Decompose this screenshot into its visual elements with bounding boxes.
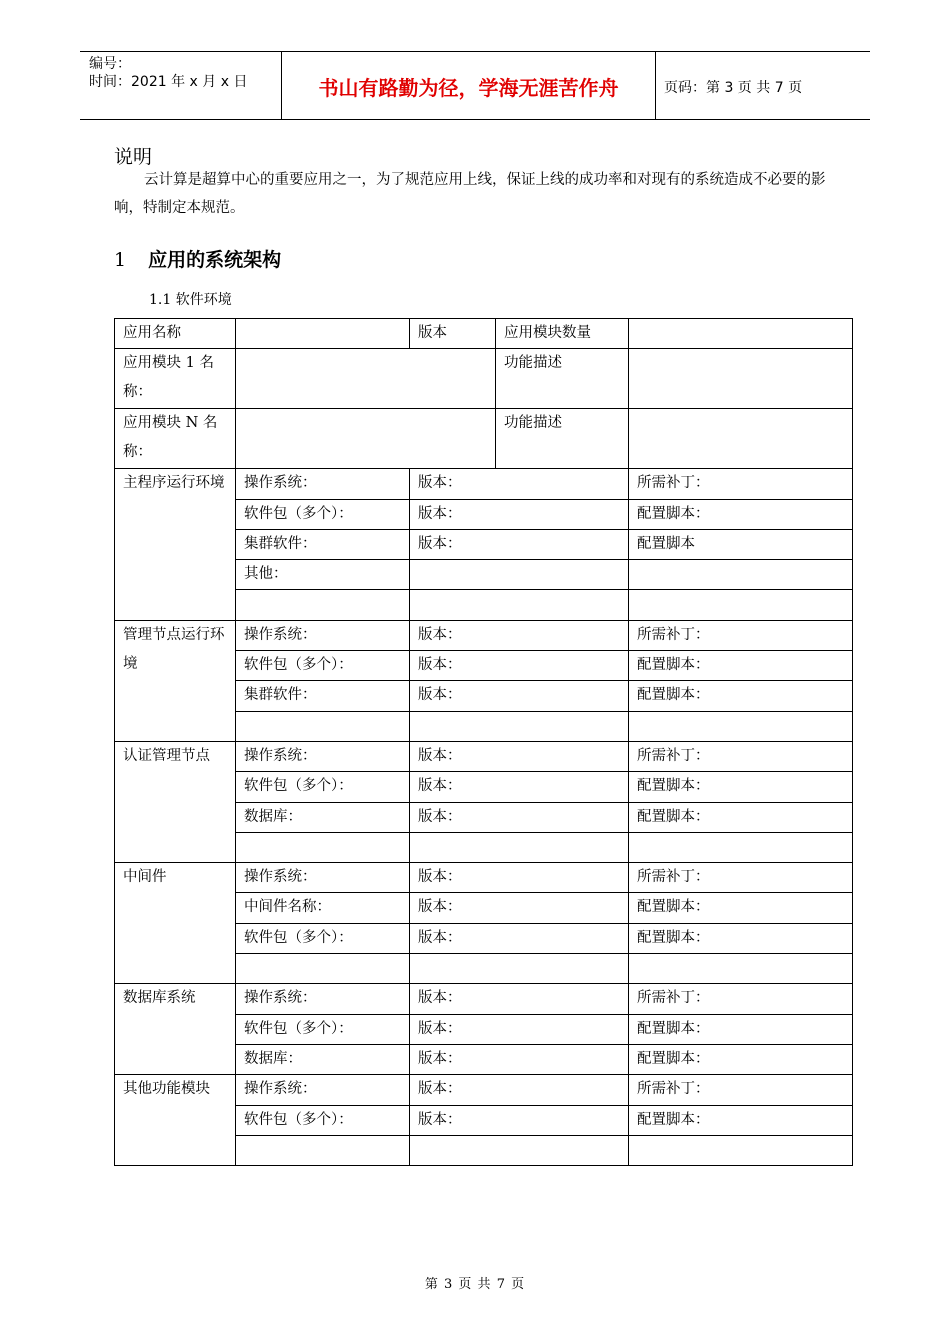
config-cell[interactable] [629,590,853,620]
intro-paragraph: 云计算是超算中心的重要应用之一，为了规范应用上线，保证上线的成功率和对现有的系统造成不必要的影响，特制定本规范。 [114,172,826,216]
item-cell[interactable]: 操作系统： [236,620,410,650]
item-cell[interactable]: 软件包（多个）： [236,1014,410,1044]
table-row [115,349,853,409]
item-cell[interactable]: 集群软件： [236,529,410,559]
version-cell[interactable] [410,590,629,620]
item-cell[interactable]: 操作系统： [236,984,410,1014]
item-cell[interactable]: 软件包（多个）： [236,923,410,953]
app-name-field[interactable] [236,319,410,349]
func-desc-label: 功能描述 [496,409,629,469]
module1-desc-field[interactable] [629,349,853,409]
item-cell[interactable]: 操作系统： [236,741,410,771]
version-cell[interactable]: 版本： [410,772,629,802]
version-cell[interactable]: 版本： [410,529,629,559]
config-cell[interactable]: 所需补丁： [629,984,853,1014]
header-top-rule [80,51,870,52]
config-cell[interactable] [629,560,853,590]
config-cell[interactable]: 配置脚本： [629,1044,853,1074]
page-footer: 第 3 页 共 7 页 [424,1277,526,1292]
item-cell[interactable]: 软件包（多个）： [236,772,410,802]
moduleN-name-label: 应用模块 N 名称： [115,409,236,469]
config-cell[interactable]: 所需补丁： [629,1075,853,1105]
item-cell[interactable] [236,832,410,862]
config-cell[interactable]: 配置脚本： [629,893,853,923]
module1-name-field[interactable] [236,349,496,409]
table-row [115,1075,853,1105]
config-cell[interactable]: 所需补丁： [629,863,853,893]
table-row [115,469,853,499]
item-cell[interactable]: 操作系统： [236,1075,410,1105]
version-cell[interactable]: 版本： [410,469,629,499]
heading-1-text: 应用的系统架构 [148,249,282,271]
table-row [115,984,853,1014]
version-cell[interactable] [410,1135,629,1165]
config-cell[interactable] [629,1135,853,1165]
version-cell[interactable]: 版本： [410,1105,629,1135]
app-name-label: 应用名称 [115,319,236,349]
version-cell[interactable]: 版本： [410,1014,629,1044]
func-desc-label: 功能描述 [496,349,629,409]
group-label: 主程序运行环境 [115,469,236,620]
version-cell[interactable]: 版本： [410,802,629,832]
version-cell[interactable]: 版本： [410,923,629,953]
group-label: 管理节点运行环境 [115,620,236,741]
table-row [115,319,853,349]
config-cell[interactable] [629,954,853,984]
time-label: 时间：2021 年 x 月 x 日 [89,74,248,90]
header-page-label: 页码：第 3 页 共 7 页 [664,80,803,96]
config-cell[interactable]: 配置脚本： [629,923,853,953]
heading-1 [114,245,281,272]
group-label: 其他功能模块 [115,1075,236,1166]
config-cell[interactable] [629,832,853,862]
software-environment-table [114,318,853,1166]
header-meta [89,55,247,91]
table-row [115,620,853,650]
item-cell[interactable]: 软件包（多个）： [236,1105,410,1135]
config-cell[interactable]: 配置脚本： [629,1105,853,1135]
section-title: 说明 [114,146,153,168]
config-cell[interactable]: 配置脚本 [629,529,853,559]
heading-2: 1.1 软件环境 [149,292,232,308]
version-label: 版本 [410,319,496,349]
config-cell[interactable]: 所需补丁： [629,620,853,650]
version-cell[interactable]: 版本： [410,681,629,711]
version-cell[interactable] [410,711,629,741]
group-label: 数据库系统 [115,984,236,1075]
config-cell[interactable]: 配置脚本： [629,1014,853,1044]
header-divider-right [655,51,656,119]
item-cell[interactable]: 操作系统： [236,863,410,893]
moduleN-desc-field[interactable] [629,409,853,469]
version-cell[interactable]: 版本： [410,620,629,650]
version-cell[interactable]: 版本： [410,863,629,893]
module-count-field[interactable] [629,319,853,349]
item-cell[interactable] [236,711,410,741]
moduleN-name-field[interactable] [236,409,496,469]
item-cell[interactable]: 操作系统： [236,469,410,499]
version-cell[interactable] [410,832,629,862]
item-cell[interactable]: 软件包（多个）： [236,499,410,529]
table-row [115,863,853,893]
table-row [115,409,853,469]
config-cell[interactable]: 配置脚本： [629,772,853,802]
item-cell[interactable]: 数据库： [236,802,410,832]
group-label: 中间件 [115,863,236,984]
version-cell[interactable] [410,560,629,590]
config-cell[interactable]: 配置脚本： [629,499,853,529]
header-motto: 书山有路勤为径，学海无涯苦作舟 [318,76,619,100]
item-cell[interactable] [236,1135,410,1165]
table-row [115,741,853,771]
item-cell[interactable] [236,954,410,984]
item-cell[interactable]: 其他： [236,560,410,590]
group-label: 认证管理节点 [115,741,236,862]
version-cell[interactable]: 版本： [410,651,629,681]
version-cell[interactable]: 版本： [410,741,629,771]
header-bottom-rule [80,119,870,120]
item-cell[interactable] [236,590,410,620]
config-cell[interactable]: 配置脚本： [629,651,853,681]
version-cell[interactable]: 版本： [410,893,629,923]
module-count-label: 应用模块数量 [496,319,629,349]
item-cell[interactable]: 集群软件： [236,681,410,711]
heading-1-number: 1 [114,249,127,271]
version-cell[interactable]: 版本： [410,1044,629,1074]
config-cell[interactable]: 所需补丁： [629,741,853,771]
item-cell[interactable]: 软件包（多个）： [236,651,410,681]
version-cell[interactable] [410,954,629,984]
config-cell[interactable]: 配置脚本： [629,681,853,711]
version-cell[interactable]: 版本： [410,499,629,529]
version-cell[interactable]: 版本： [410,984,629,1014]
config-cell[interactable]: 配置脚本： [629,802,853,832]
config-cell[interactable] [629,711,853,741]
module1-name-label: 应用模块 1 名称： [115,349,236,409]
item-cell[interactable]: 数据库： [236,1044,410,1074]
config-cell[interactable]: 所需补丁： [629,469,853,499]
item-cell[interactable]: 中间件名称： [236,893,410,923]
version-cell[interactable]: 版本： [410,1075,629,1105]
serial-label: 编号： [89,56,131,72]
